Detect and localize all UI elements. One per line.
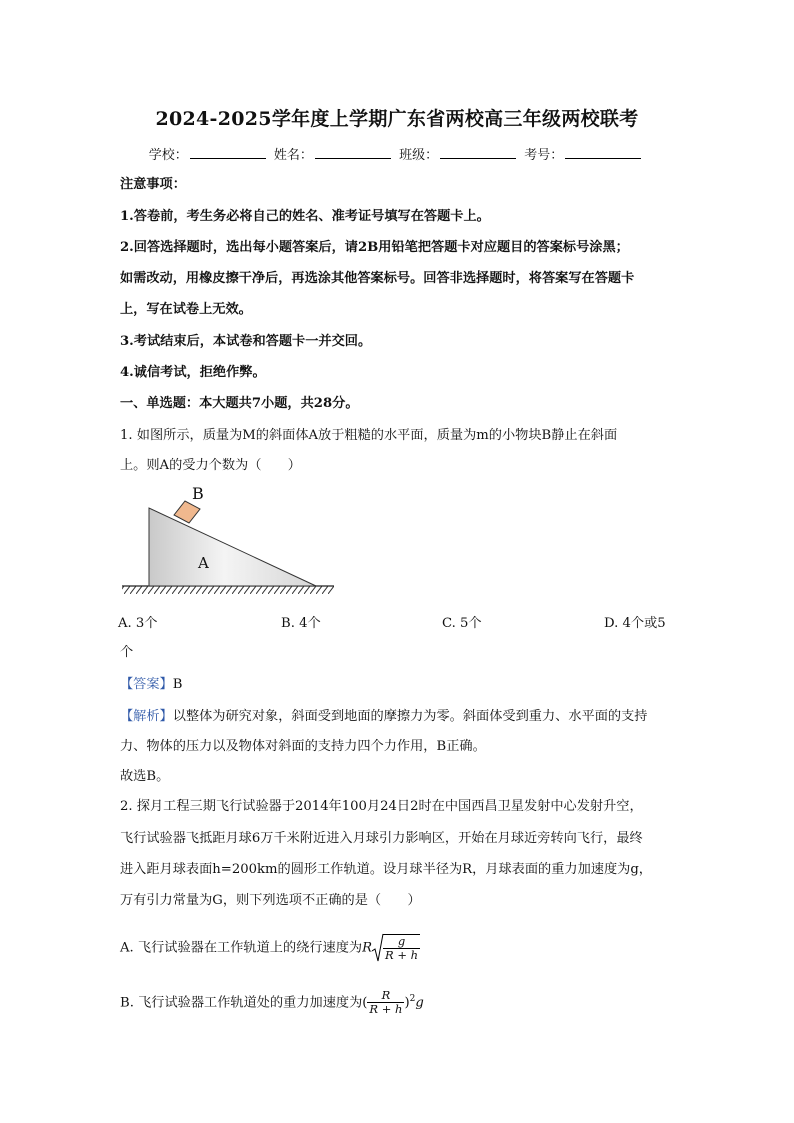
option-a-radius: R <box>362 940 373 956</box>
note-2-line3: 上，写在试卷上无效。 <box>120 302 252 317</box>
class-blank <box>440 146 516 159</box>
option-b-fraction <box>367 989 404 1016</box>
exam-number-label: 考号： <box>524 148 564 163</box>
note-1: 1.答卷前，考生务必将自己的姓名、准考证号填写在答题卡上。 <box>120 209 490 224</box>
answer-value: B <box>172 677 183 692</box>
school-blank <box>190 146 266 159</box>
question-2-line3: 进入距月球表面h=200km的圆形工作轨道。设月球半径为R，月球表面的重力加速度为g， <box>120 862 652 877</box>
incline-figure <box>118 482 338 604</box>
option-c[interactable]: C. 5个 <box>442 616 482 631</box>
name-blank <box>315 146 391 159</box>
option-d[interactable]: D. 4个或5 <box>604 616 666 631</box>
question-2-option-a[interactable] <box>120 933 685 964</box>
note-2-line2: 如需改动，用橡皮擦干净后，再选涂其他答案标号。回答非选择题时，将答案写在答题卡 <box>120 271 635 286</box>
exam-number-blank <box>565 146 641 159</box>
analysis-line2: 力、物体的压力以及物体对斜面的支持力四个力作用，B正确。 <box>120 739 486 754</box>
option-a[interactable]: A. 3个 <box>118 616 158 631</box>
rough-ground-hatch <box>122 586 334 594</box>
note-2-line1: 2.回答选择题时，选出每小题答案后，请2B用铅笔把答题卡对应题目的答案标号涂黑； <box>120 240 629 255</box>
option-b-g: g <box>415 995 424 1011</box>
analysis-text-1: 以整体为研究对象，斜面受到地面的摩擦力为零。斜面体受到重力、水平面的支持 <box>172 709 648 724</box>
option-a-denominator: R + h <box>385 948 419 962</box>
notes-heading: 注意事项： <box>120 177 186 192</box>
question-2-line1: 2. 探月工程三期飞行试验器于2014年100月24日2时在中国西昌卫星发射中心发射升空， <box>120 799 643 814</box>
name-label: 姓名： <box>273 148 313 163</box>
analysis-line1 <box>120 709 685 725</box>
wedge-a <box>149 508 316 586</box>
student-info-row <box>0 144 794 163</box>
left-paren: ( <box>362 995 368 1011</box>
question-2-line4: 万有引力常量为G，则下列选项不正确的是（ ） <box>120 893 421 908</box>
option-d-continuation: 个 <box>120 645 134 660</box>
school-label: 学校： <box>148 148 188 163</box>
note-4: 4.诚信考试，拒绝作弊。 <box>120 365 266 380</box>
option-b-text: B. 飞行试验器工作轨道处的重力加速度为 <box>120 995 363 1011</box>
option-b[interactable]: B. 4个 <box>281 616 321 631</box>
question-1-line2: 上。则A的受力个数为（ ） <box>120 458 301 473</box>
question-1-line1: 1. 如图所示，质量为M的斜面体A放于粗糙的水平面，质量为m的小物块B静止在斜面 <box>120 428 618 443</box>
analysis-tag: 【解析】 <box>120 709 173 724</box>
note-3: 3.考试结束后，本试卷和答题卡一并交回。 <box>120 334 372 349</box>
option-a-numerator: g <box>383 935 420 949</box>
question-2-line2: 飞行试验器飞抵距月球6万千米附近进入月球引力影响区，开始在月球近旁转向飞行，最终 <box>120 831 643 846</box>
square-exponent: 2 <box>409 994 416 1004</box>
page-title: 2024-2025学年度上学期广东省两校高三年级两校联考 <box>155 108 639 130</box>
option-a-text: A. 飞行试验器在工作轨道上的绕行速度为 <box>120 940 363 956</box>
option-b-numerator: R <box>367 989 404 1003</box>
option-a-fraction <box>383 934 420 962</box>
right-paren: ) <box>404 995 410 1011</box>
answer-tag: 【答案】 <box>120 677 173 692</box>
question-2-option-b[interactable] <box>120 984 685 1018</box>
class-label: 班级： <box>399 148 439 163</box>
conclusion-line: 故选B。 <box>120 769 170 784</box>
section-heading: 一、单选题：本大题共7小题，共28分。 <box>120 396 359 411</box>
answer-line <box>120 677 685 693</box>
block-b <box>174 501 200 523</box>
block-b-label: B <box>192 484 204 503</box>
option-b-denominator: R + h <box>369 1002 403 1017</box>
wedge-a-label: A <box>198 554 209 572</box>
